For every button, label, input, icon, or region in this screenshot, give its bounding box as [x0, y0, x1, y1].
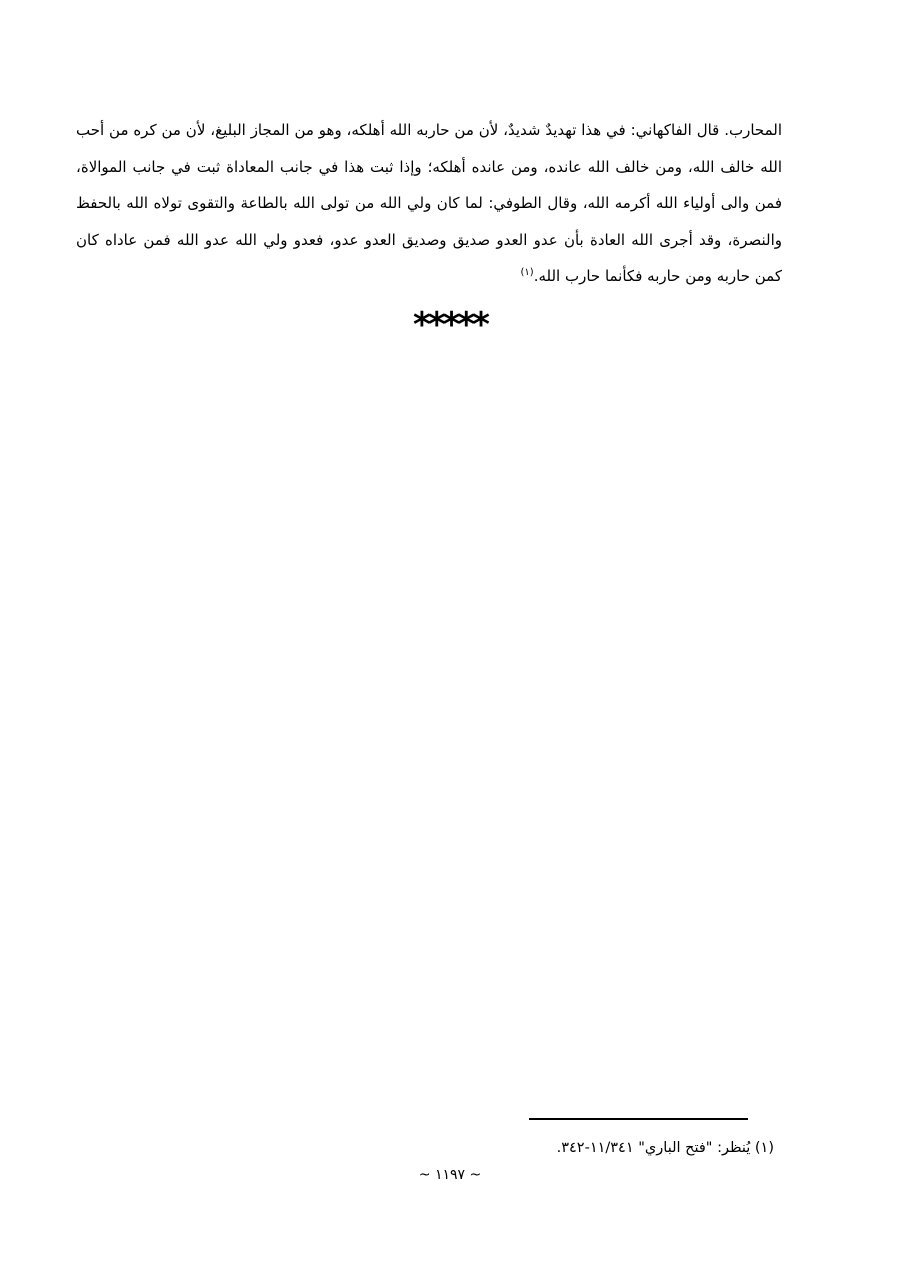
body-paragraph — [76, 112, 782, 295]
section-separator: ***** — [413, 305, 487, 345]
footnote-reference: (١) — [520, 267, 534, 278]
page-number: ~ ١١٩٧ ~ — [418, 1167, 482, 1183]
paragraph-text: المحارب. قال الفاكهاني: في هذا تهديدٌ شديدٌ، لأن من حاربه الله أهلكه، وهو من المجاز البليغ، لأن من كره من أحب الله خالف الله، ومن خالف الله عانده، ومن عانده أهلكه؛ وإذا ثبت هذا في جانب المعاداة ثبت في جانب الموالاة، فمن والى أولياء الله أكرمه الله، وقال الطوفي: لما كان ولي الله من تولى الله بالطاعة والتقوى تولاه الله بالحفظ والنصرة، وقد أجرى الله العادة بأن عدو العدو صديق وصديق العدو عدو، فعدو ولي الله عدو الله فمن عاداه كان كمن حاربه ومن حاربه فكأنما حارب الله. — [76, 121, 782, 285]
footnote: (١) يُنظر: "فتح الباري" ١١/٣٤١-٣٤٢. — [556, 1140, 774, 1156]
footnote-divider — [529, 1118, 748, 1120]
